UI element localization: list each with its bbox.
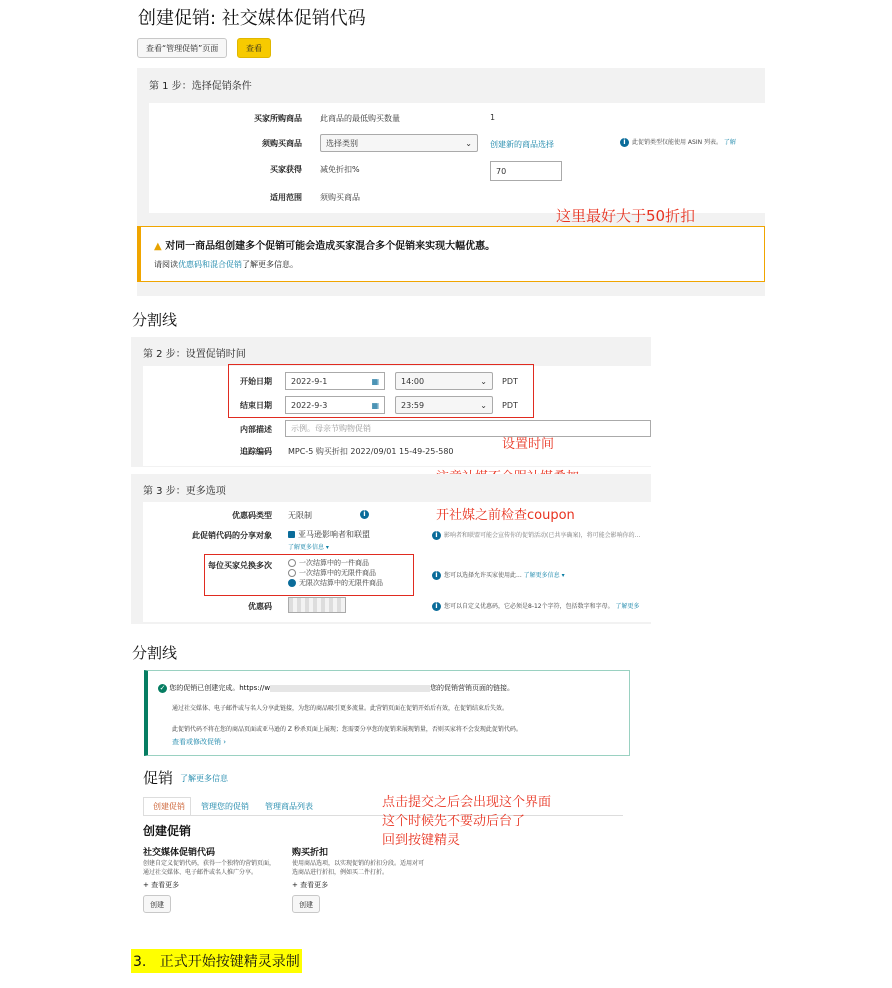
info-icon: i bbox=[432, 531, 441, 540]
view-edit-promotion-link[interactable]: 查看或修改促销 › bbox=[172, 738, 227, 746]
share-info-text: 影响者和联盟可能会宣传你的促销活动(已共享确案)，将可能会影响你的... bbox=[444, 532, 641, 539]
chevron-down-icon: ⌄ bbox=[480, 376, 487, 386]
redeem-info-text: 您可以选择允许买家使用此... bbox=[444, 572, 522, 579]
view-manage-promotions-button[interactable]: 查看“管理促销”页面 bbox=[137, 38, 227, 58]
buyer-purchases-label: 买家所购商品 bbox=[254, 114, 302, 123]
card-social-text: 创建自定义促销代码，获得一个独特的营销页面，通过社交媒体、电子邮件或名人推广分享。 bbox=[143, 860, 276, 876]
share-info bbox=[432, 530, 640, 540]
step2-header: 第 2 步：设置促销时间 bbox=[143, 349, 246, 360]
tracking-code-value: MPC-5 购买折扣 2022/09/01 15-49-25-580 bbox=[288, 447, 454, 456]
start-tz: PDT bbox=[502, 377, 518, 386]
required-purchase-label: 须购买商品 bbox=[262, 139, 302, 148]
card-social-title: 社交媒体促销代码 bbox=[143, 848, 216, 858]
applies-to-label: 适用范围 bbox=[270, 193, 302, 202]
info-icon: i bbox=[432, 571, 441, 580]
coupon-info-text: 您可以自定义优惠码，它必须是8-12个字符，包括数字和字母。 bbox=[444, 603, 614, 610]
calendar-icon: ▦ bbox=[371, 376, 379, 386]
share-checkbox[interactable] bbox=[288, 529, 370, 540]
step3-header: 第 3 步：更多选项 bbox=[143, 486, 226, 497]
code-type-info bbox=[360, 510, 372, 519]
create-product-selection-link[interactable]: 创建新的商品选择 bbox=[490, 140, 554, 149]
redeem-highlight-box bbox=[204, 554, 414, 596]
min-qty-value: 1 bbox=[490, 113, 496, 122]
tab-manage-promotions[interactable]: 管理您的促销 bbox=[201, 802, 249, 811]
tab-create-promotion[interactable]: 创建促销 bbox=[153, 802, 185, 811]
asin-info bbox=[620, 137, 736, 147]
section-heading-3: 3. 正式开始按键精灵录制 bbox=[131, 949, 302, 973]
create-discount-button[interactable]: 创建 bbox=[292, 895, 320, 913]
share-label: 此促销代码的分享对象 bbox=[192, 531, 272, 540]
warning-title bbox=[154, 237, 495, 252]
applies-to-text: 须购买商品 bbox=[320, 193, 360, 202]
category-select-value: 选择类别 bbox=[326, 138, 358, 148]
time-highlight-box bbox=[228, 364, 534, 418]
divider-label-1: 分割线 bbox=[132, 311, 178, 329]
redeem-more-link[interactable]: 了解更多信息 ▾ bbox=[523, 572, 565, 579]
internal-desc-placeholder: 示例。母亲节购物促销 bbox=[291, 424, 371, 433]
checkbox-checked-icon bbox=[288, 531, 295, 538]
success-line3: 此促销代码不将在您的商品页面或亚马逊的 Z 秒杀页面上展现；您需要分享您的促销来展现销量，否则买家将不会发现此促销代码。 bbox=[172, 726, 522, 733]
calendar-icon: ▦ bbox=[371, 400, 379, 410]
warning-body-suffix: 了解更多信息。 bbox=[242, 260, 298, 269]
warning-body bbox=[154, 259, 298, 270]
success-line2: 通过社交媒体、电子邮件或与名人分享此链接，为您的商品吸引更多流量。此营销页面在促销开始后有效，在促销结束后失效。 bbox=[172, 705, 509, 712]
end-time-value: 23:59 bbox=[401, 400, 425, 410]
create-promotion-heading: 创建促销 bbox=[143, 824, 192, 838]
tracking-code-label: 追踪编码 bbox=[240, 447, 272, 456]
code-type-value: 无限制 bbox=[288, 511, 312, 520]
end-tz: PDT bbox=[502, 401, 518, 410]
warning-body-link[interactable]: 优惠码和混合促销 bbox=[178, 260, 242, 269]
info-icon: i bbox=[360, 510, 369, 519]
redeem-label: 每位买家兑换多次 bbox=[208, 561, 272, 570]
asin-info-link[interactable]: 了解 bbox=[723, 139, 736, 146]
coupon-info bbox=[432, 601, 640, 611]
card-discount-title: 购买折扣 bbox=[292, 848, 329, 858]
divider-label-2: 分割线 bbox=[132, 644, 178, 662]
internal-desc-input[interactable] bbox=[285, 420, 651, 437]
asin-info-text: 此促销类型仅能使用 ASIN 列表。 bbox=[632, 139, 722, 146]
annotation-after-submit-3: 回到按键精灵 bbox=[382, 833, 461, 848]
card-discount-more[interactable]: + 查看更多 bbox=[292, 881, 329, 889]
redeem-info bbox=[432, 570, 565, 580]
code-type-label: 优惠码类型 bbox=[232, 511, 272, 520]
page-title: 创建促销: 社交媒体促销代码 bbox=[138, 8, 366, 29]
success-line1-suffix: 您的促销营销页面的链接。 bbox=[430, 684, 515, 692]
category-select[interactable] bbox=[320, 134, 478, 152]
annotation-after-submit-2: 这个时候先不要动后台了 bbox=[382, 814, 526, 829]
promotions-more-link[interactable]: 了解更多信息 bbox=[180, 774, 228, 783]
coupon-code-label: 优惠码 bbox=[248, 602, 272, 611]
warning-body-prefix: 请阅读 bbox=[154, 260, 178, 269]
info-icon: i bbox=[620, 138, 629, 147]
success-line1 bbox=[158, 683, 514, 693]
tab-manage-product-lists[interactable]: 管理商品列表 bbox=[265, 802, 313, 811]
create-social-button[interactable]: 创建 bbox=[143, 895, 171, 913]
start-time-value: 14:00 bbox=[401, 376, 425, 386]
coupon-more-link[interactable]: 了解更多 bbox=[615, 603, 640, 610]
annotation-discount-note: 这里最好大于50折扣 bbox=[556, 207, 696, 225]
check-circle-icon: ✓ bbox=[159, 684, 166, 692]
coupon-code-input[interactable] bbox=[288, 597, 346, 613]
success-line1-prefix: 您的促销已创建完成。https://w bbox=[169, 684, 271, 692]
chevron-down-icon: ⌄ bbox=[480, 400, 487, 410]
redeem-option-3-label: 无限次结算中的无限件商品 bbox=[299, 579, 383, 587]
start-date-label: 开始日期 bbox=[240, 377, 272, 386]
discount-input[interactable] bbox=[490, 161, 562, 181]
share-more-link[interactable]: 了解更多信息 ▾ bbox=[288, 544, 329, 551]
card-social-more[interactable]: + 查看更多 bbox=[143, 881, 180, 889]
min-qty-text: 此商品的最低购买数量 bbox=[320, 114, 400, 123]
redeem-option-2-label: 一次结算中的无限件商品 bbox=[299, 569, 376, 577]
step1-header: 第 1 步：选择促销条件 bbox=[149, 81, 252, 92]
discount-percent-text: 减免折扣% bbox=[320, 165, 360, 174]
redeem-option-1-label: 一次结算中的一件商品 bbox=[299, 559, 369, 567]
annotation-set-time: 设置时间 bbox=[502, 437, 555, 452]
share-checkbox-label: 亚马逊影响者和联盟 bbox=[298, 530, 370, 539]
buyer-gets-label: 买家获得 bbox=[270, 165, 302, 174]
annotation-stack-3: 开社媒之前检查coupon bbox=[436, 508, 575, 523]
discount-input-value: 70 bbox=[496, 166, 507, 176]
promotions-title: 促销 bbox=[143, 769, 174, 787]
warning-alert bbox=[137, 226, 765, 282]
start-date-value: 2022-9-1 bbox=[291, 376, 328, 386]
view-button[interactable]: 查看 bbox=[237, 38, 271, 58]
warning-title-text: 对同一商品组创建多个促销可能会造成买家混合多个促销来实现大幅优惠。 bbox=[165, 241, 496, 252]
internal-desc-label: 内部描述 bbox=[240, 425, 272, 434]
annotation-after-submit-1: 点击提交之后会出现这个界面 bbox=[382, 795, 552, 810]
card-discount-text: 使用商品选项，以实现促销的折扣分段。适用对可选商品进行折扣，例如买二件打折。 bbox=[292, 860, 425, 876]
warning-icon: ▲ bbox=[154, 241, 162, 252]
chevron-down-icon: ⌄ bbox=[465, 138, 472, 148]
end-date-value: 2022-9-3 bbox=[291, 400, 328, 410]
redacted-url bbox=[270, 685, 430, 692]
end-date-label: 结束日期 bbox=[240, 401, 272, 410]
info-icon: i bbox=[432, 602, 441, 611]
